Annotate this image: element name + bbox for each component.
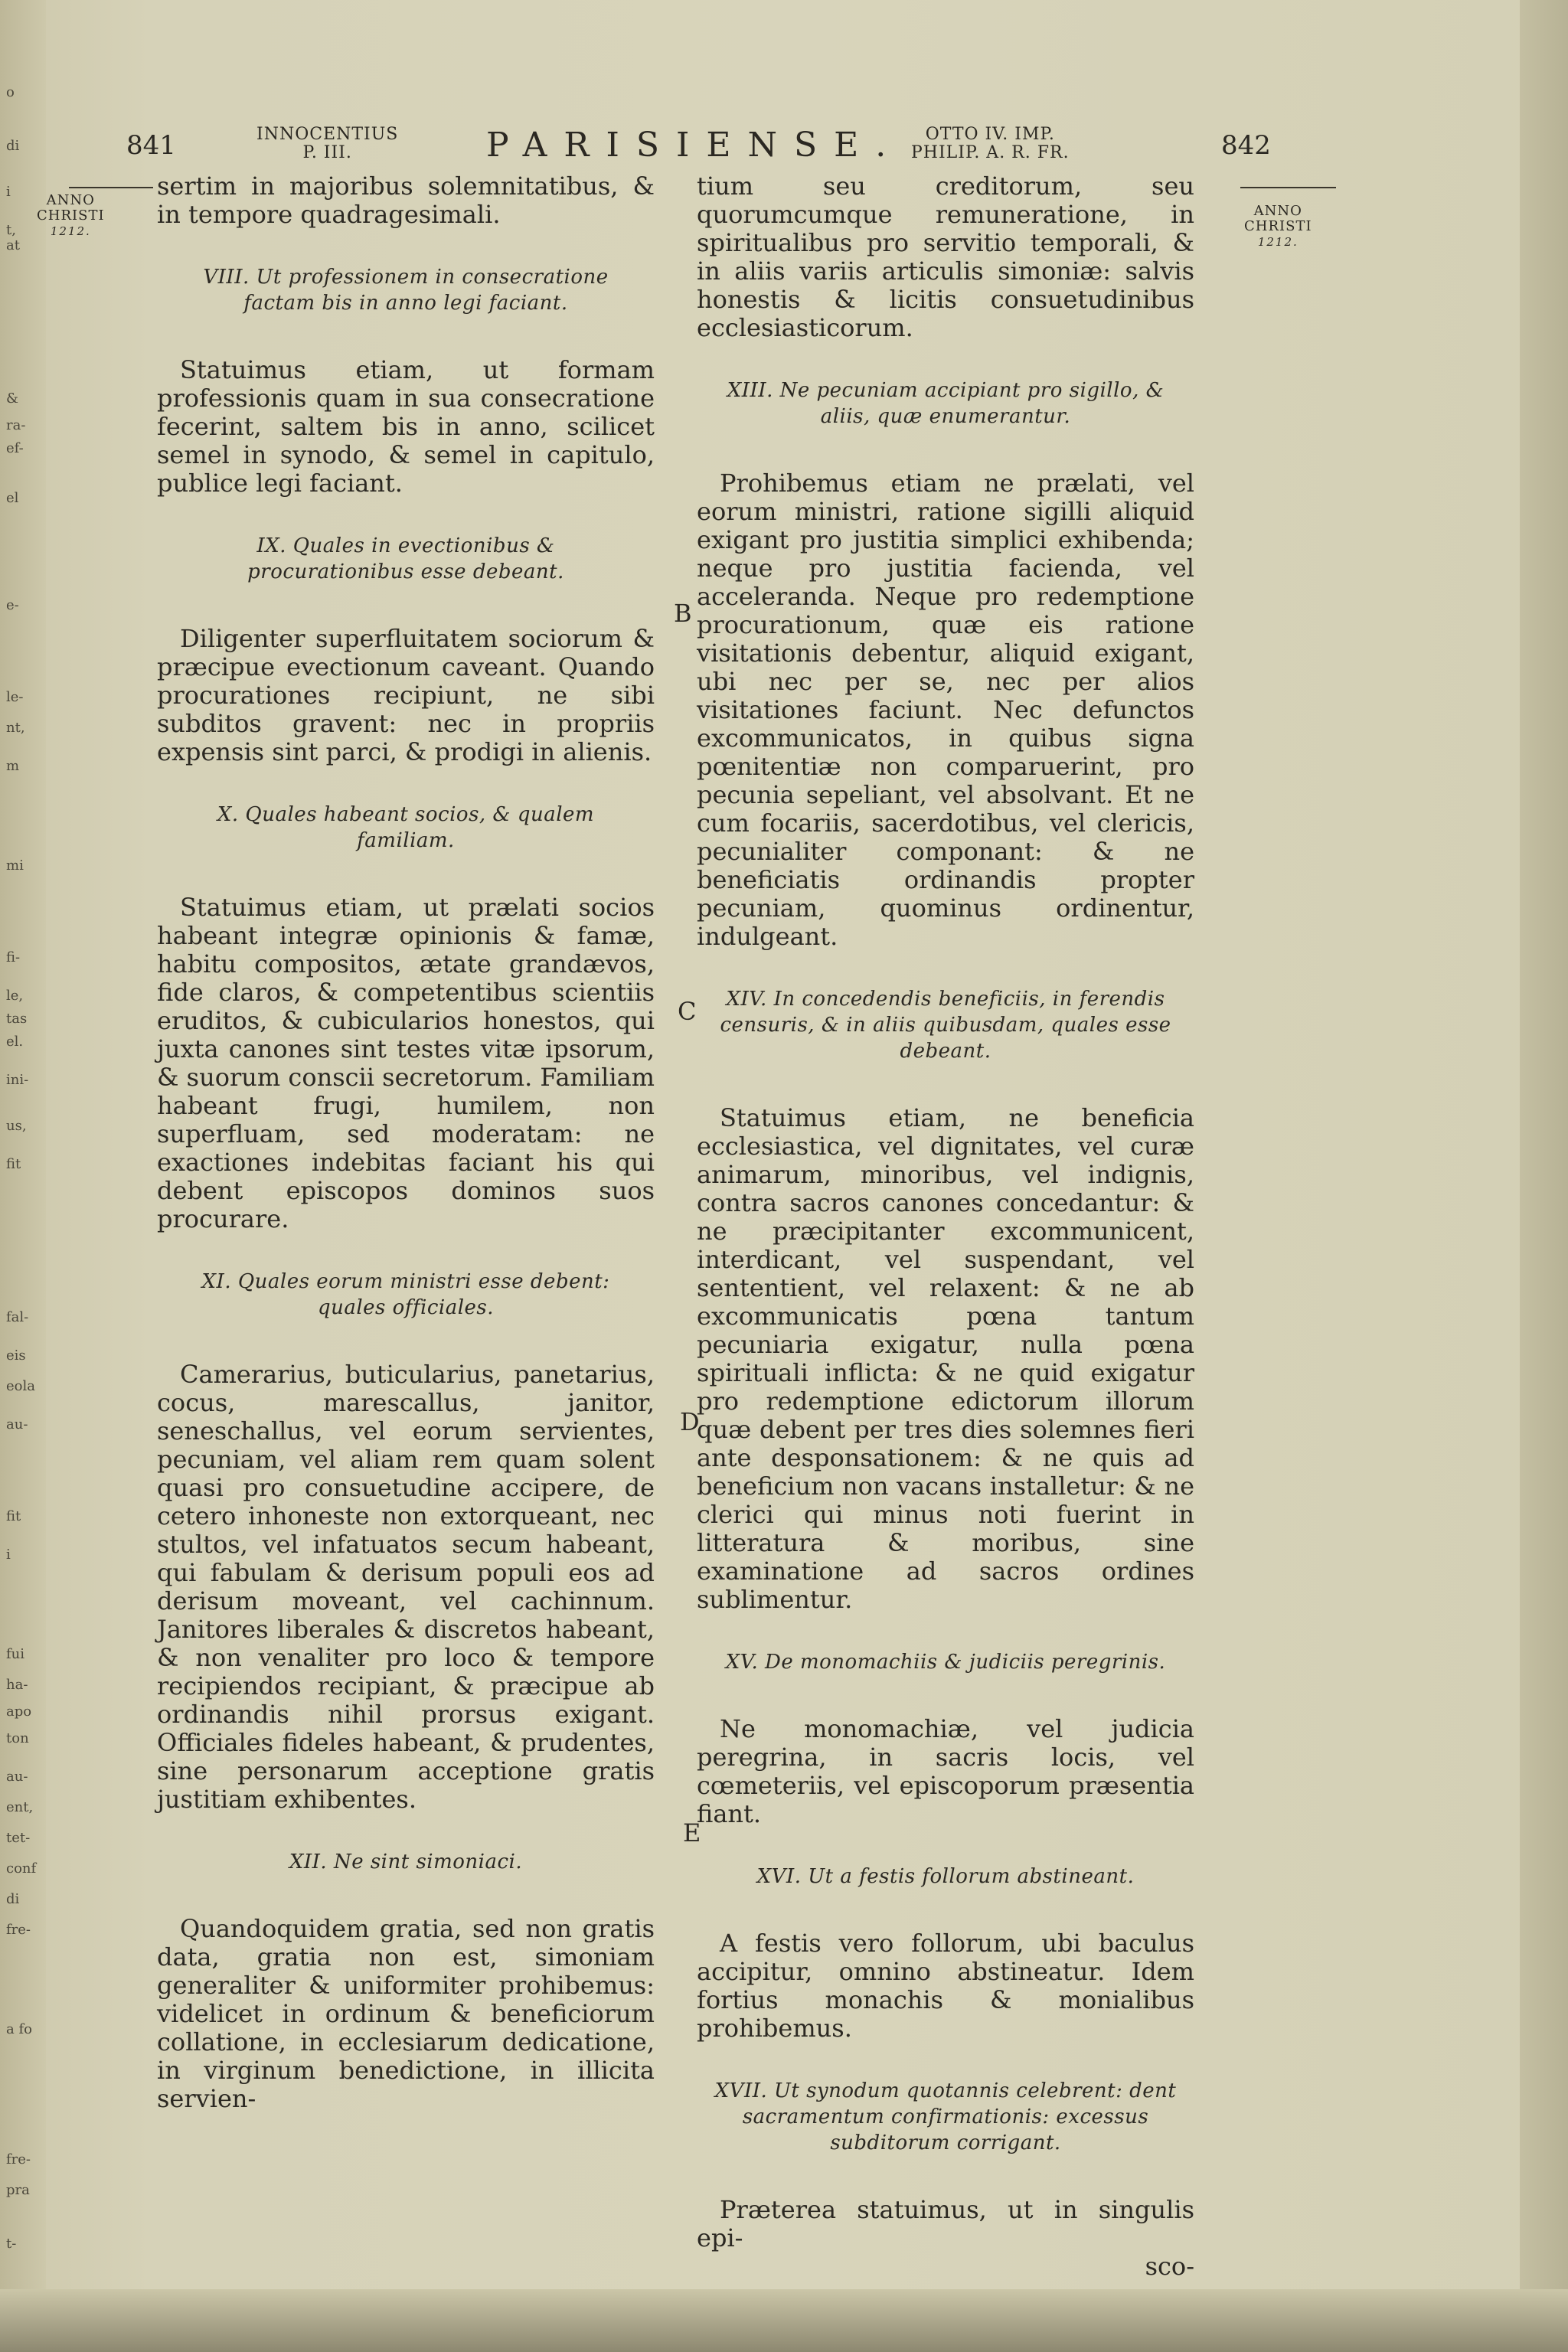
- gutter-letter-26: i: [6, 1547, 11, 1563]
- chapter-text-16: A festis vero follorum, ubi baculus accipitur, omnino abstineatur. Idem fortius monachis & monialibus prohibemus.: [697, 1929, 1194, 2043]
- gutter-letter-36: fre-: [6, 1922, 31, 1938]
- chapter-text-9: Diligenter superfluitatem sociorum & præcipue evectionum caveant. Quando procurationes recipiunt, ne sibi subditos gravent: nec in propriis expensis sint parci, & prodigi in alienis.: [157, 624, 655, 766]
- pope-name: INNOCENTIUS: [256, 125, 399, 144]
- emperor-name: OTTO IV. IMP.: [925, 125, 1055, 144]
- anno-label: ANNO: [46, 192, 95, 208]
- gutter-letter-7: ef-: [6, 440, 24, 456]
- gutter-letter-20: fit: [6, 1156, 21, 1172]
- gutter-letter-1: di: [6, 138, 20, 154]
- chapter-text-14: Statuimus etiam, ne beneficia ecclesiastica, vel dignitates, vel curæ animarum, minoribus, vel indignis, contra sacros canones concedantur: & ne præcipitanter excommunicent, interdicant, vel suspendant, vel sententient, vel relaxent: & ne ab excommunicatis pœna tantum pecuniaria exigatur, nulla pœna spirituali inflicta: & ne quid exigatur pro redemptione edictorum illorum quæ debent per tres dies solemnes fieri ante desponsationem: & ne quis ad beneficium non vacans installetur: & ne clerici qui minus noti fuerint in litteratura & moribus, sine examinatione ad sacros ordines sublimentur.: [697, 1103, 1194, 1614]
- chapter-text-17: Præterea statuimus, ut in singulis epi-: [697, 2195, 1194, 2252]
- christi-label: CHRISTI: [1244, 218, 1312, 234]
- gutter-letter-17: el.: [6, 1034, 24, 1050]
- gutter-letter-9: e-: [6, 597, 19, 613]
- gutter-letter-22: eis: [6, 1348, 26, 1364]
- gutter-letter-28: ha-: [6, 1677, 28, 1693]
- gutter-letter-10: le-: [6, 689, 24, 705]
- margin-letter-b: B: [674, 599, 692, 628]
- anno-label: ANNO: [1253, 203, 1302, 219]
- gutter-letter-0: o: [6, 84, 15, 100]
- chapter-heading-15: XV. De monomachiis & judiciis peregrinis.: [725, 1651, 1166, 1674]
- gutter-letter-18: ini-: [6, 1072, 29, 1088]
- anno-year: 1212.: [1257, 235, 1298, 249]
- gutter-letter-30: ton: [6, 1730, 29, 1746]
- gutter-letter-27: fui: [6, 1646, 25, 1662]
- gutter-letter-39: pra: [6, 2182, 30, 2198]
- gutter-letter-35: di: [6, 1891, 20, 1907]
- christi-label: CHRISTI: [37, 207, 105, 224]
- gutter-letter-37: a fo: [6, 2021, 32, 2037]
- king-name: PHILIP. A. R. FR.: [911, 143, 1070, 162]
- left-page-number: 841: [126, 130, 176, 161]
- previous-page-edge: [0, 0, 46, 2352]
- chapter-heading-11: XI. Quales eorum ministri esse debent: quales officiales.: [201, 1270, 610, 1319]
- gutter-letter-11: nt,: [6, 720, 25, 736]
- anno-year: 1212.: [50, 224, 91, 238]
- chapter-heading-17: XVII. Ut synodum quotannis celebrent: dent sacramentum confirmationis: excessus subditorum corrigant.: [714, 2079, 1177, 2154]
- gutter-letter-4: at: [6, 237, 20, 253]
- gutter-letter-3: t,: [6, 222, 16, 238]
- gutter-letter-16: tas: [6, 1011, 28, 1027]
- gutter-letter-23: eola: [6, 1378, 35, 1394]
- chapter-text-13: Prohibemus etiam ne prælati, vel eorum ministri, ratione sigilli aliquid exigant pro justitia simplici exhibenda; neque pro justitia facienda, vel acceleranda. Neque pro redemptione procurationum, quæ eis ratione visitationis debentur, aliquid exigant, ubi nec per se, nec per alios visitationes faciunt. Nec defunctos excommunicatos, in quibus signa pœnitentiæ non comparuerint, pro pecunia sepeliant, vel absolvant. Et ne cum focariis, sacerdotibus, vel clericis, pecunialiter componant: & ne beneficiatis ordinandis propter pecuniam, quominus ordinentur, indulgeant.: [697, 469, 1194, 951]
- anno-christi-right: [1244, 204, 1312, 250]
- gutter-letter-13: mi: [6, 858, 24, 874]
- left-pope-label: [256, 126, 398, 162]
- pope-number: P. III.: [302, 143, 352, 162]
- right-text-column: [697, 172, 1194, 2281]
- gutter-letter-32: ent,: [6, 1799, 34, 1815]
- chapter-text-12: Quandoquidem gratia, sed non gratis data, gratia non est, simoniam generaliter & uniformiter prohibemus: videlicet in ordinum & beneficiorum collatione, in ecclesiarum dedicatione, in virginum benedictione, in illicita servien-: [157, 1914, 655, 2113]
- gutter-letter-34: conf: [6, 1860, 37, 1877]
- anno-christi-left: [37, 193, 105, 239]
- chapter-heading-16: XVI. Ut a festis follorum abstineant.: [756, 1865, 1135, 1888]
- gutter-letter-6: ra-: [6, 417, 26, 433]
- right-anno-rule: [1240, 187, 1336, 188]
- gutter-letter-21: fal-: [6, 1309, 29, 1325]
- right-page-number: 842: [1221, 130, 1271, 161]
- chapter-text-15: Ne monomachiæ, vel judicia peregrina, in sacris locis, vel cœmeteriis, vel episcoporum præsentia fiant.: [697, 1714, 1194, 1828]
- left-anno-rule: [69, 187, 153, 188]
- chapter-heading-13: XIII. Ne pecuniam accipiant pro sigillo, & aliis, quæ enumerantur.: [727, 379, 1165, 428]
- continued-text: tium seu creditorum, seu quorumcumque remuneratione, in spiritualibus pro servitio temporali, & in aliis variis articulis simoniæ: salvis honestis & licitis consuetudinibus ecclesiasticorum.: [697, 172, 1194, 342]
- left-text-column: [157, 172, 655, 2113]
- chapter-text-10: Statuimus etiam, ut prælati socios habeant integræ opinionis & famæ, habitu compositos, ætate grandævos, fide claros, & competentibus scientiis eruditos, & cubicularios honestos, qui juxta canones sint testes vitæ ipsorum, & suorum conscii secretorum. Familiam habeant frugi, humilem, non superfluam, sed moderatam: ne exactiones indebitas faciant his qui debent episcopos dominos suos procurare.: [157, 893, 655, 1233]
- margin-letter-e: E: [683, 1818, 701, 1847]
- chapter-heading-14: XIV. In concedendis beneficiis, in ferendis censuris, & in aliis quibusdam, quales esse debeant.: [720, 988, 1171, 1063]
- chapter-text-8: Statuimus etiam, ut formam professionis quam in sua consecratione fecerint, saltem bis in anno, scilicet semel in synodo, & semel in capitulo, publice legi faciant.: [157, 355, 655, 498]
- gutter-letter-31: au-: [6, 1769, 28, 1785]
- gutter-letter-15: le,: [6, 988, 24, 1004]
- gutter-letter-25: fit: [6, 1508, 21, 1524]
- gutter-letter-24: au-: [6, 1416, 28, 1432]
- gutter-letter-8: el: [6, 490, 19, 506]
- chapter-heading-12: XII. Ne sint simoniaci.: [289, 1851, 523, 1873]
- chapter-heading-10: X. Quales habeant socios, & qualem familiam.: [217, 803, 595, 852]
- page-bottom-shadow: [0, 2289, 1568, 2352]
- margin-letter-c: C: [678, 997, 697, 1026]
- gutter-letter-40: t-: [6, 2236, 17, 2252]
- right-emperor-label: [911, 126, 1070, 162]
- gutter-letter-2: i: [6, 184, 11, 200]
- gutter-letter-12: m: [6, 758, 20, 774]
- running-title: PARISIENSE.: [486, 126, 903, 165]
- catchword: sco-: [1145, 2252, 1194, 2281]
- gutter-letter-29: apo: [6, 1704, 32, 1720]
- continued-text: sertim in majoribus solemnitatibus, & in tempore quadragesimali.: [157, 172, 655, 229]
- gutter-letter-14: fi-: [6, 949, 21, 965]
- margin-letter-d: D: [680, 1407, 700, 1436]
- gutter-letter-38: fre-: [6, 2151, 31, 2167]
- chapter-text-11: Camerarius, buticularius, panetarius, cocus, marescallus, janitor, seneschallus, vel eorum servientes, pecuniam, vel aliam rem quam solent quasi pro consuetudine accipere, de cetero inhoneste non extorqueant, nec stultos, vel infatuatos secum habeant, qui fabulam & derisum populi eos ad derisum moveant, vel cachinnum. Janitores liberales & discretos habeant, & non venaliter pro loco & tempore recipiendos recipiant, & præcipue ab ordinandis nihil prorsus exigant. Officiales fideles habeant, & prudentes, sine personarum acceptione gratis justitiam exhibentes.: [157, 1360, 655, 1814]
- chapter-heading-9: IX. Quales in evectionibus & procurationibus esse debeant.: [247, 534, 564, 583]
- gutter-letter-5: &: [6, 390, 19, 407]
- gutter-letter-33: tet-: [6, 1830, 31, 1846]
- chapter-heading-8: VIII. Ut professionem in consecratione factam bis in anno legi faciant.: [203, 266, 609, 315]
- right-page-edge: [1520, 0, 1568, 2352]
- gutter-letter-19: us,: [6, 1118, 27, 1134]
